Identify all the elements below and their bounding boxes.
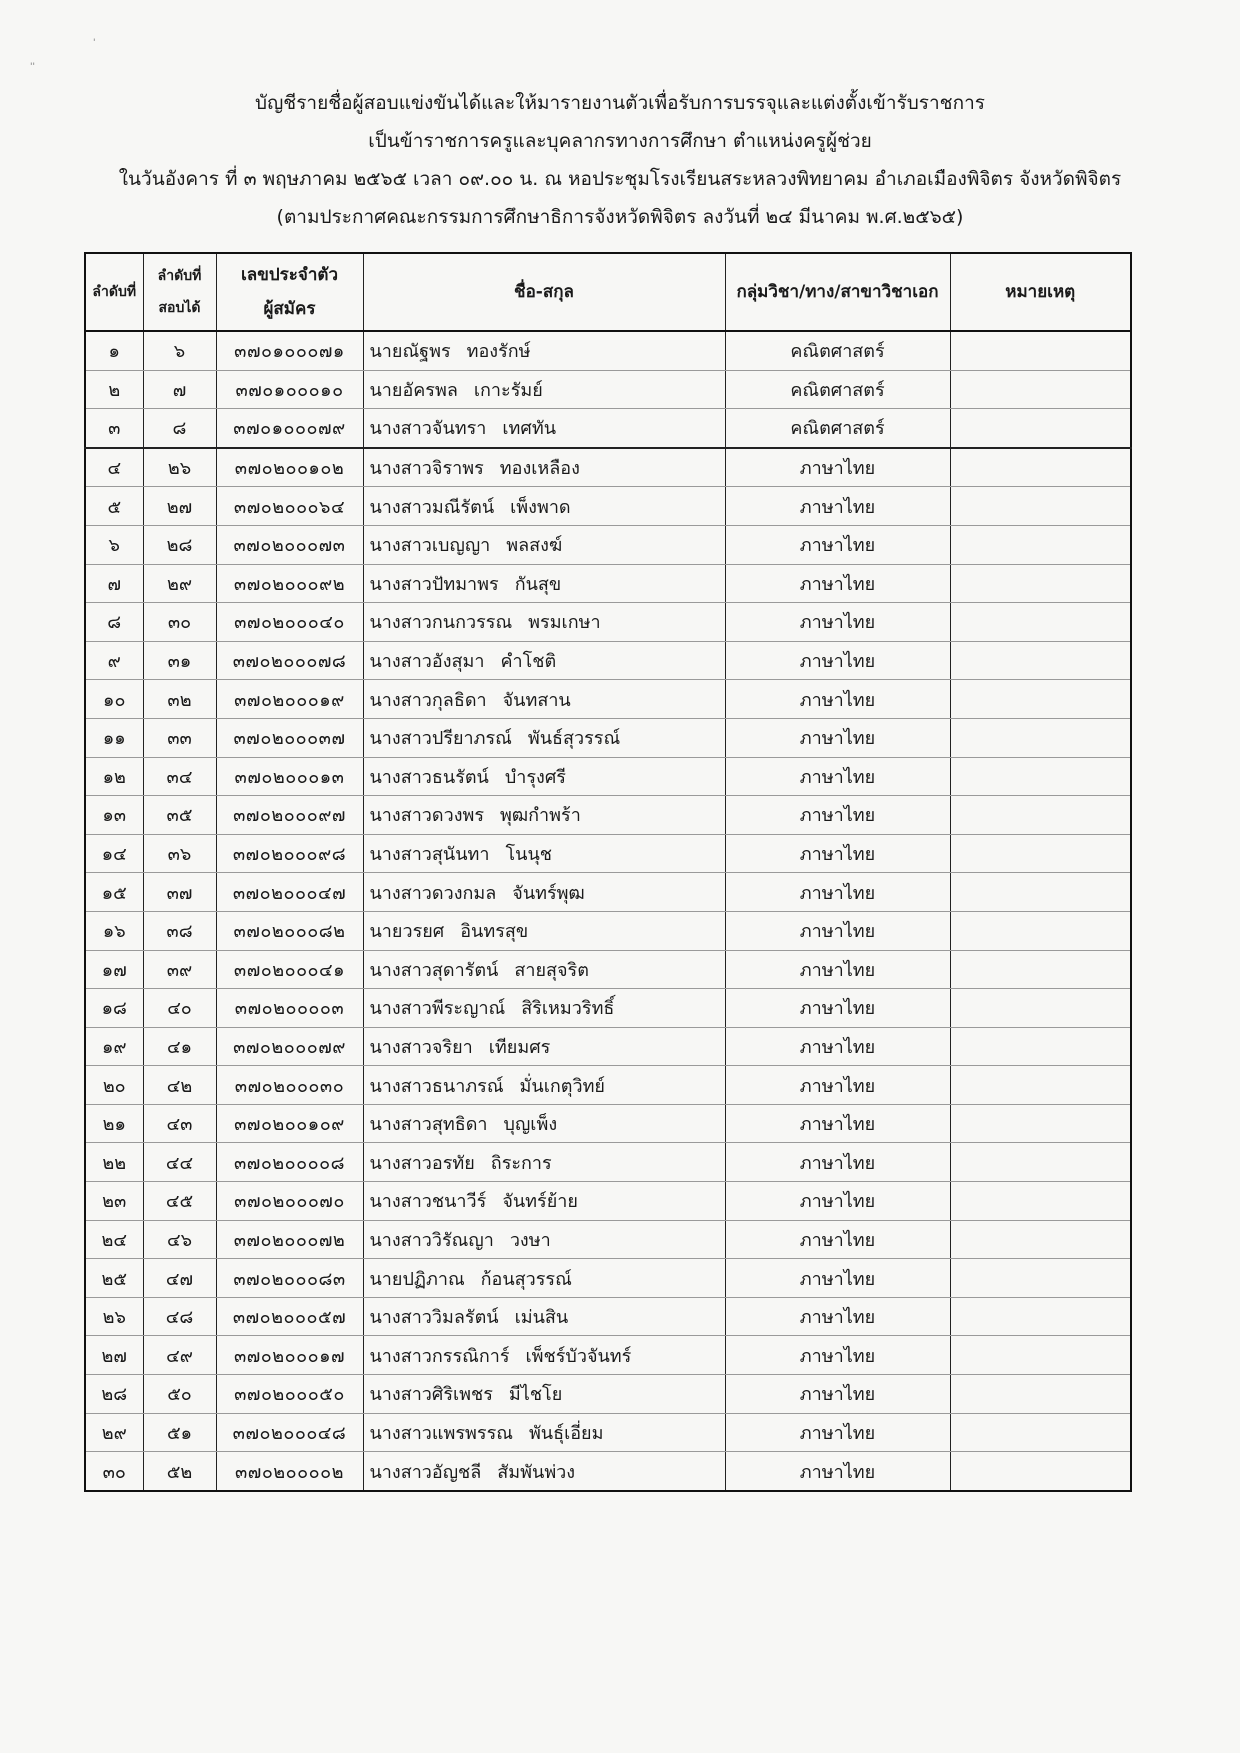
cell-applicant-id: ๓๗๐๒๐๐๐๘๒	[216, 911, 363, 950]
cell-applicant-id: ๓๗๐๒๐๐๐๖๔	[216, 487, 363, 526]
cell-rank: ๓๑	[143, 641, 216, 680]
cell-subject: ภาษาไทย	[725, 1259, 950, 1298]
first-name: นางสาวแพรพรรณ	[369, 1422, 513, 1444]
cell-applicant-id: ๓๗๐๒๐๐๐๔๘	[216, 1413, 363, 1452]
cell-name	[363, 564, 725, 603]
cell-seq: ๑๐	[85, 680, 143, 719]
cell-applicant-id: ๓๗๐๒๐๐๐๙๗	[216, 796, 363, 835]
surname: ถิระการ	[490, 1152, 552, 1174]
surname: เพ็งพาด	[510, 496, 571, 518]
table-body	[85, 331, 1131, 1491]
table-row	[85, 1452, 1131, 1491]
cell-name	[363, 1452, 725, 1491]
table-row	[85, 1220, 1131, 1259]
first-name: นางสาวธนรัตน์	[369, 766, 489, 788]
cell-note	[950, 989, 1131, 1028]
surname: พลสงฆ์	[506, 535, 563, 557]
table-row	[85, 873, 1131, 912]
cell-rank: ๓๔	[143, 757, 216, 796]
first-name: นายอัครพล	[369, 379, 458, 401]
table-row	[85, 525, 1131, 564]
cell-subject: ภาษาไทย	[725, 1452, 950, 1491]
col-header-id-line1: เลขประจำตัว	[241, 265, 338, 285]
cell-subject: ภาษาไทย	[725, 641, 950, 680]
col-header-rank-line2: สอบได้	[158, 300, 201, 316]
cell-rank: ๔๐	[143, 989, 216, 1028]
cell-name	[363, 911, 725, 950]
surname: เม่นสิน	[514, 1307, 569, 1329]
surname: บุญเพ็ง	[503, 1114, 558, 1136]
cell-subject: ภาษาไทย	[725, 1027, 950, 1066]
table-row	[85, 409, 1131, 448]
cell-seq: ๓๐	[85, 1452, 143, 1491]
cell-seq: ๙	[85, 641, 143, 680]
table-row	[85, 564, 1131, 603]
cell-subject: ภาษาไทย	[725, 1066, 950, 1105]
cell-note	[950, 409, 1131, 448]
cell-name	[363, 1143, 725, 1182]
col-header-note-label: หมายเหตุ	[1005, 282, 1076, 302]
surname: สิริเหมวริทธิ์	[521, 998, 615, 1020]
cell-subject: ภาษาไทย	[725, 487, 950, 526]
cell-applicant-id: ๓๗๐๒๐๐๐๗๐	[216, 1182, 363, 1221]
col-header-id-line2: ผู้สมัคร	[263, 299, 316, 319]
cell-subject: ภาษาไทย	[725, 1220, 950, 1259]
cell-seq: ๒๙	[85, 1413, 143, 1452]
cell-seq: ๒๖	[85, 1297, 143, 1336]
first-name: นางสาวอัญชลี	[369, 1461, 482, 1483]
col-header-note	[950, 253, 1131, 331]
cell-seq: ๑๘	[85, 989, 143, 1028]
surname: พุฒกำพร้า	[500, 805, 581, 827]
cell-seq: ๕	[85, 487, 143, 526]
cell-note	[950, 1220, 1131, 1259]
cell-subject: ภาษาไทย	[725, 757, 950, 796]
cell-subject: ภาษาไทย	[725, 718, 950, 757]
cell-name	[363, 718, 725, 757]
cell-seq: ๒๐	[85, 1066, 143, 1105]
cell-seq: ๑๑	[85, 718, 143, 757]
cell-seq: ๑	[85, 331, 143, 370]
cell-note	[950, 448, 1131, 487]
surname: โนนุช	[505, 844, 552, 866]
table-row	[85, 448, 1131, 487]
cell-applicant-id: ๓๗๐๒๐๐๐๗๙	[216, 1027, 363, 1066]
cell-name	[363, 525, 725, 564]
first-name: นางสาวชนาวีร์	[369, 1191, 487, 1213]
table-row	[85, 1104, 1131, 1143]
cell-rank: ๔๖	[143, 1220, 216, 1259]
cell-subject: ภาษาไทย	[725, 1143, 950, 1182]
cell-rank: ๔๒	[143, 1066, 216, 1105]
cell-note	[950, 331, 1131, 370]
cell-rank: ๔๙	[143, 1336, 216, 1375]
surname: ทองเหลือง	[499, 458, 580, 480]
table-row	[85, 1182, 1131, 1221]
cell-applicant-id: ๓๗๐๒๐๐๐๙๒	[216, 564, 363, 603]
cell-applicant-id: ๓๗๐๑๐๐๐๑๐	[216, 370, 363, 409]
cell-subject: ภาษาไทย	[725, 796, 950, 835]
first-name: นางสาวอรทัย	[369, 1152, 475, 1174]
surname: จันทสาน	[502, 689, 571, 711]
cell-subject: ภาษาไทย	[725, 1297, 950, 1336]
cell-note	[950, 603, 1131, 642]
table-row	[85, 487, 1131, 526]
cell-seq: ๑๒	[85, 757, 143, 796]
table-row	[85, 796, 1131, 835]
first-name: นางสาวปัทมาพร	[369, 573, 499, 595]
table-row	[85, 1143, 1131, 1182]
cell-note	[950, 564, 1131, 603]
cell-seq: ๒๔	[85, 1220, 143, 1259]
cell-rank: ๖	[143, 331, 216, 370]
cell-applicant-id: ๓๗๐๒๐๐๐๗๘	[216, 641, 363, 680]
candidate-table	[84, 252, 1132, 1492]
cell-applicant-id: ๓๗๐๒๐๐๐๐๘	[216, 1143, 363, 1182]
cell-subject: ภาษาไทย	[725, 448, 950, 487]
cell-rank: ๔๕	[143, 1182, 216, 1221]
first-name: นายวรยศ	[369, 921, 445, 943]
cell-applicant-id: ๓๗๐๒๐๐๐๑๙	[216, 680, 363, 719]
cell-name	[363, 680, 725, 719]
cell-rank: ๕๐	[143, 1375, 216, 1414]
cell-subject: ภาษาไทย	[725, 603, 950, 642]
cell-subject: คณิตศาสตร์	[725, 409, 950, 448]
cell-note	[950, 834, 1131, 873]
surname: มั่นเกตุวิทย์	[519, 1075, 605, 1097]
cell-rank: ๒๘	[143, 525, 216, 564]
surname: บำรุงศรี	[504, 766, 566, 788]
cell-note	[950, 1375, 1131, 1414]
cell-name	[363, 1104, 725, 1143]
first-name: นางสาววิรัณญา	[369, 1229, 494, 1251]
cell-rank: ๔๗	[143, 1259, 216, 1298]
cell-name	[363, 950, 725, 989]
cell-seq: ๑๕	[85, 873, 143, 912]
surname: พันธุ์เอี่ยม	[528, 1422, 604, 1444]
cell-subject: คณิตศาสตร์	[725, 370, 950, 409]
cell-seq: ๘	[85, 603, 143, 642]
cell-note	[950, 525, 1131, 564]
cell-seq: ๗	[85, 564, 143, 603]
cell-name	[363, 834, 725, 873]
surname: วงษา	[509, 1229, 551, 1251]
cell-seq: ๑๙	[85, 1027, 143, 1066]
cell-rank: ๓๙	[143, 950, 216, 989]
table-row	[85, 911, 1131, 950]
first-name: นางสาวกุลธิดา	[369, 689, 487, 711]
surname: เทียมศร	[488, 1036, 551, 1058]
cell-applicant-id: ๓๗๐๒๐๐๐๑๓	[216, 757, 363, 796]
cell-applicant-id: ๓๗๐๒๐๐๐๕๐	[216, 1375, 363, 1414]
cell-applicant-id: ๓๗๐๒๐๐๐๐๓	[216, 989, 363, 1028]
first-name: นายปฏิภาณ	[369, 1268, 465, 1290]
cell-subject: ภาษาไทย	[725, 1182, 950, 1221]
cell-applicant-id: ๓๗๐๒๐๐๐๔๐	[216, 603, 363, 642]
cell-note	[950, 911, 1131, 950]
cell-applicant-id: ๓๗๐๒๐๐๐๔๗	[216, 873, 363, 912]
cell-subject: ภาษาไทย	[725, 1413, 950, 1452]
first-name: นางสาวมณีรัตน์	[369, 496, 495, 518]
table-row	[85, 834, 1131, 873]
cell-note	[950, 487, 1131, 526]
col-header-seq	[85, 253, 143, 331]
cell-subject: คณิตศาสตร์	[725, 331, 950, 370]
cell-rank: ๓๗	[143, 873, 216, 912]
cell-applicant-id: ๓๗๐๒๐๐๐๑๗	[216, 1336, 363, 1375]
table-row	[85, 989, 1131, 1028]
col-header-rank	[143, 253, 216, 331]
col-header-seq-label: ลำดับที่	[92, 284, 137, 300]
cell-rank: ๓๒	[143, 680, 216, 719]
cell-note	[950, 370, 1131, 409]
table-row	[85, 1027, 1131, 1066]
cell-name	[363, 487, 725, 526]
cell-rank: ๔๘	[143, 1297, 216, 1336]
cell-name	[363, 1413, 725, 1452]
cell-applicant-id: ๓๗๐๒๐๐๐๗๒	[216, 1220, 363, 1259]
first-name: นางสาวจริยา	[369, 1036, 473, 1058]
cell-subject: ภาษาไทย	[725, 834, 950, 873]
first-name: นางสาวกรรณิการ์	[369, 1345, 510, 1367]
first-name: นางสาวสุดารัตน์	[369, 959, 499, 981]
table-row	[85, 1413, 1131, 1452]
surname: สัมพันพ่วง	[497, 1461, 576, 1483]
cell-note	[950, 1297, 1131, 1336]
surname: อินทรสุข	[460, 921, 529, 943]
cell-rank: ๕๑	[143, 1413, 216, 1452]
surname: กันสุข	[514, 573, 562, 595]
first-name: นางสาวกนกวรรณ	[369, 612, 513, 634]
cell-note	[950, 1182, 1131, 1221]
cell-name	[363, 1027, 725, 1066]
cell-note	[950, 1027, 1131, 1066]
cell-note	[950, 1336, 1131, 1375]
cell-applicant-id: ๓๗๐๒๐๐๐๐๒	[216, 1452, 363, 1491]
cell-applicant-id: ๓๗๐๒๐๐๑๐๙	[216, 1104, 363, 1143]
cell-name	[363, 1220, 725, 1259]
cell-subject: ภาษาไทย	[725, 911, 950, 950]
cell-name	[363, 873, 725, 912]
cell-name	[363, 1182, 725, 1221]
cell-name	[363, 1259, 725, 1298]
cell-note	[950, 1143, 1131, 1182]
surname: เทศทัน	[502, 418, 557, 440]
cell-seq: ๑๓	[85, 796, 143, 835]
cell-rank: ๒๗	[143, 487, 216, 526]
cell-applicant-id: ๓๗๐๒๐๐๐๓๐	[216, 1066, 363, 1105]
cell-note	[950, 1259, 1131, 1298]
cell-note	[950, 757, 1131, 796]
cell-seq: ๖	[85, 525, 143, 564]
table-row	[85, 1336, 1131, 1375]
cell-subject: ภาษาไทย	[725, 1336, 950, 1375]
cell-name	[363, 603, 725, 642]
cell-name	[363, 989, 725, 1028]
cell-applicant-id: ๓๗๐๒๐๐๐๘๓	[216, 1259, 363, 1298]
surname: เพ็ชร์บัวจันทร์	[525, 1345, 632, 1367]
surname: เกาะรัมย์	[473, 379, 543, 401]
cell-seq: ๓	[85, 409, 143, 448]
first-name: นางสาวศิริเพชร	[369, 1384, 493, 1406]
cell-seq: ๑๔	[85, 834, 143, 873]
cell-seq: ๒๗	[85, 1336, 143, 1375]
cell-name	[363, 1375, 725, 1414]
table-row	[85, 1297, 1131, 1336]
first-name: นางสาวสุนันทา	[369, 844, 490, 866]
cell-subject: ภาษาไทย	[725, 1104, 950, 1143]
surname: มีไชโย	[508, 1384, 563, 1406]
cell-name	[363, 370, 725, 409]
scan-speck: ''	[30, 62, 35, 72]
cell-applicant-id: ๓๗๐๒๐๐๐๔๑	[216, 950, 363, 989]
cell-subject: ภาษาไทย	[725, 680, 950, 719]
scan-speck: '	[93, 38, 96, 48]
header-line-1: บัญชีรายชื่อผู้สอบแข่งขันได้และให้มารายงานตัวเพื่อรับการบรรจุและแต่งตั้งเข้ารับราชการ	[255, 92, 985, 114]
table-row	[85, 1259, 1131, 1298]
cell-name	[363, 1066, 725, 1105]
first-name: นางสาวจิราพร	[369, 458, 484, 480]
first-name: นางสาวดวงกมล	[369, 882, 497, 904]
cell-subject: ภาษาไทย	[725, 564, 950, 603]
col-header-name	[363, 253, 725, 331]
header-line-2: เป็นข้าราชการครูและบุคลากรทางการศึกษา ตำแหน่งครูผู้ช่วย	[368, 130, 872, 152]
cell-note	[950, 873, 1131, 912]
first-name: นางสาวปรียาภรณ์	[369, 728, 512, 750]
header-line-3: ในวันอังคาร ที่ ๓ พฤษภาคม ๒๕๖๕ เวลา ๐๙.๐๐ น. ณ หอประชุมโรงเรียนสระหลวงพิทยาคม อำเภอเมืองพิจิตร จังหวัดพิจิตร	[118, 168, 1122, 190]
table-row	[85, 331, 1131, 370]
surname: ทองรักษ์	[466, 341, 531, 363]
cell-rank: ๘	[143, 409, 216, 448]
first-name: นางสาวอังสุมา	[369, 651, 485, 673]
table-row	[85, 1066, 1131, 1105]
cell-note	[950, 950, 1131, 989]
cell-applicant-id: ๓๗๐๒๐๐๑๐๒	[216, 448, 363, 487]
cell-rank: ๔๔	[143, 1143, 216, 1182]
cell-applicant-id: ๓๗๐๑๐๐๐๗๙	[216, 409, 363, 448]
cell-name	[363, 641, 725, 680]
table-row	[85, 757, 1131, 796]
first-name: นางสาววิมลรัตน์	[369, 1307, 499, 1329]
surname: พันธ์สุวรรณ์	[527, 728, 621, 750]
table-row	[85, 1375, 1131, 1414]
header-line-4: (ตามประกาศคณะกรรมการศึกษาธิการจังหวัดพิจิตร ลงวันที่ ๒๔ มีนาคม พ.ศ.๒๕๖๕)	[276, 206, 964, 228]
cell-name	[363, 448, 725, 487]
cell-name	[363, 757, 725, 796]
cell-applicant-id: ๓๗๐๒๐๐๐๗๓	[216, 525, 363, 564]
cell-subject: ภาษาไทย	[725, 989, 950, 1028]
first-name: นางสาวธนาภรณ์	[369, 1075, 504, 1097]
surname: ก้อนสุวรรณ์	[480, 1268, 572, 1290]
cell-seq: ๒๘	[85, 1375, 143, 1414]
cell-rank: ๕๒	[143, 1452, 216, 1491]
cell-applicant-id: ๓๗๐๑๐๐๐๗๑	[216, 331, 363, 370]
cell-seq: ๔	[85, 448, 143, 487]
cell-name	[363, 796, 725, 835]
surname: พรมเกษา	[528, 612, 601, 634]
first-name: นางสาวจันทรา	[369, 418, 487, 440]
surname: สายสุจริต	[514, 959, 589, 981]
cell-note	[950, 796, 1131, 835]
cell-seq: ๒๑	[85, 1104, 143, 1143]
first-name: นางสาวเบญญา	[369, 535, 491, 557]
cell-rank: ๒๙	[143, 564, 216, 603]
cell-subject: ภาษาไทย	[725, 950, 950, 989]
col-header-subject	[725, 253, 950, 331]
surname: จันทร์ย้าย	[502, 1191, 578, 1213]
cell-note	[950, 1413, 1131, 1452]
cell-name	[363, 409, 725, 448]
cell-seq: ๒๕	[85, 1259, 143, 1298]
cell-name	[363, 331, 725, 370]
col-header-applicant-id	[216, 253, 363, 331]
table-row	[85, 950, 1131, 989]
cell-seq: ๑๖	[85, 911, 143, 950]
cell-seq: ๒๒	[85, 1143, 143, 1182]
cell-note	[950, 718, 1131, 757]
cell-name	[363, 1297, 725, 1336]
cell-subject: ภาษาไทย	[725, 1375, 950, 1414]
table-row	[85, 370, 1131, 409]
cell-note	[950, 1066, 1131, 1105]
first-name: นางสาวดวงพร	[369, 805, 485, 827]
cell-note	[950, 680, 1131, 719]
first-name: นางสาวสุทธิดา	[369, 1114, 488, 1136]
first-name: นางสาวพีระญาณ์	[369, 998, 506, 1020]
cell-applicant-id: ๓๗๐๒๐๐๐๓๗	[216, 718, 363, 757]
cell-rank: ๓๓	[143, 718, 216, 757]
document-header	[0, 84, 1240, 236]
cell-rank: ๒๖	[143, 448, 216, 487]
cell-rank: ๓๕	[143, 796, 216, 835]
cell-rank: ๓๖	[143, 834, 216, 873]
cell-rank: ๔๓	[143, 1104, 216, 1143]
table-header-row	[85, 253, 1131, 331]
col-header-name-label: ชื่อ-สกุล	[514, 282, 574, 302]
cell-applicant-id: ๓๗๐๒๐๐๐๕๗	[216, 1297, 363, 1336]
first-name: นายณัฐพร	[369, 341, 451, 363]
cell-subject: ภาษาไทย	[725, 873, 950, 912]
cell-rank: ๓๐	[143, 603, 216, 642]
cell-seq: ๑๗	[85, 950, 143, 989]
cell-note	[950, 1104, 1131, 1143]
cell-rank: ๗	[143, 370, 216, 409]
cell-seq: ๒	[85, 370, 143, 409]
surname: คำโชติ	[500, 651, 557, 673]
table-row	[85, 718, 1131, 757]
col-header-subject-label: กลุ่มวิชา/ทาง/สาขาวิชาเอก	[736, 282, 939, 302]
cell-name	[363, 1336, 725, 1375]
surname: จันทร์พุฒ	[512, 882, 585, 904]
table-row	[85, 641, 1131, 680]
table-row	[85, 603, 1131, 642]
cell-rank: ๔๑	[143, 1027, 216, 1066]
cell-applicant-id: ๓๗๐๒๐๐๐๙๘	[216, 834, 363, 873]
cell-subject: ภาษาไทย	[725, 525, 950, 564]
col-header-rank-line1: ลำดับที่	[157, 268, 202, 284]
cell-rank: ๓๘	[143, 911, 216, 950]
cell-note	[950, 1452, 1131, 1491]
table-row	[85, 680, 1131, 719]
cell-seq: ๒๓	[85, 1182, 143, 1221]
cell-note	[950, 641, 1131, 680]
